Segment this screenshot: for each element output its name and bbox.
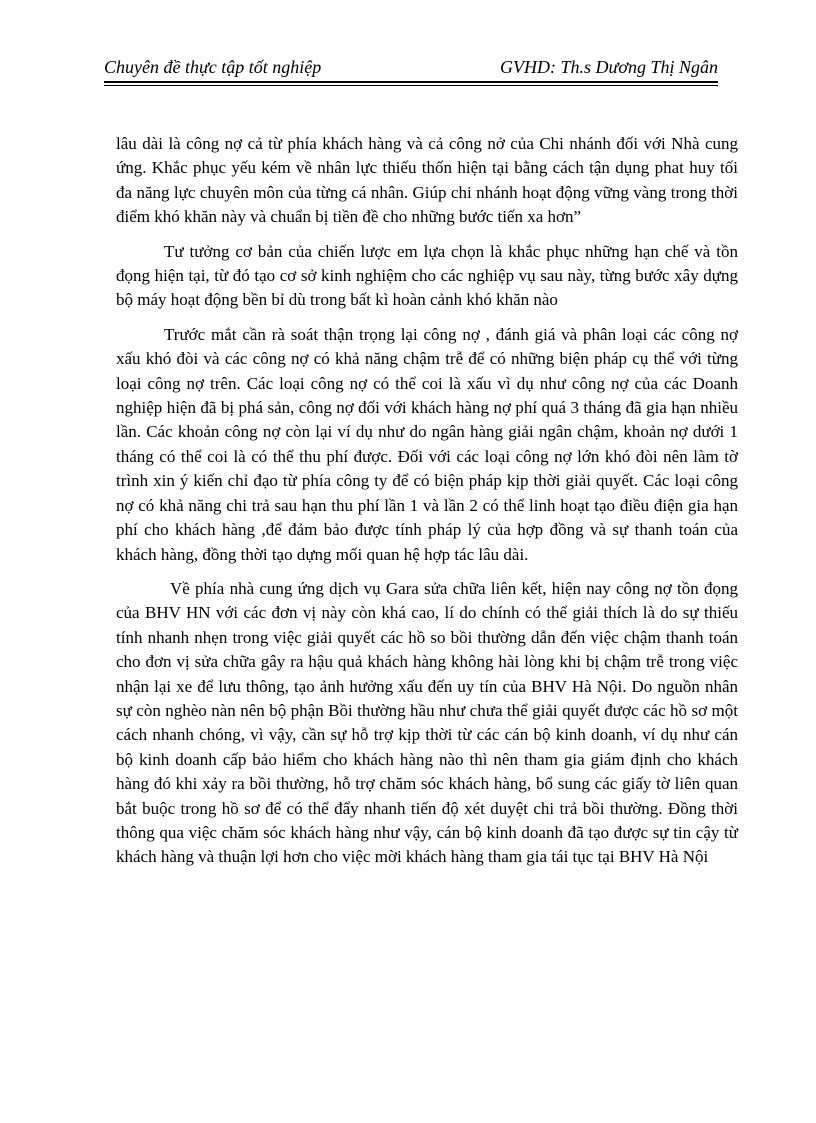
paragraph-debt-review: Trước mắt cần rà soát thận trọng lại công nợ , đánh giá và phân loại các công nợ xấu khó đòi và các công nợ có khả năng chậm trễ để có những biện pháp cụ thể với từng loại công nợ trên. Các loại công nợ có thể coi là xấu vì dụ như công nợ của các Doanh nghiệp hiện đã bị phá sản, công nợ đối với khách hàng nợ phí quá 3 tháng đã gia hạn nhiều lần. Các khoản công nợ còn lại ví dụ như do ngân hàng giải ngân chậm, khoản nợ dưới 1 tháng có thể coi là có thể thu phí được. Đối với các loại công nợ lớn khó đòi nên làm tờ trình xin ý kiến chỉ đạo từ phía công ty để có biện pháp kịp thời giải quyết. Các loại công nợ có khả năng chi trả sau hạn thu phí lần 1 và lần 2 có thể linh hoạt tạo điều điện gia hạn phí cho khách hàng ,để đảm bảo được tính pháp lý của hợp đồng và sự thanh toán của khách hàng, đồng thời tạo dựng mối quan hệ hợp tác lâu dài. — [116, 324, 738, 564]
paragraph-strategy: Tư tưởng cơ bản của chiến lược em lựa chọn là khắc phục những hạn chế và tồn đọng hiện tại, từ đó tạo cơ sở kinh nghiệm cho các nghiệp vụ sau này, từng bước xây dựng bộ máy hoạt động bền bỉ dù trong bất kì hoàn cảnh khó khăn nào — [116, 241, 738, 310]
header-document-title: Chuyên đề thực tập tốt nghiệp — [104, 57, 322, 77]
header-advisor: GVHD: Th.s Dương Thị Ngân — [500, 57, 718, 77]
page-header — [104, 50, 718, 78]
document-body — [116, 132, 738, 880]
header-rule-thick — [104, 81, 718, 83]
paragraph-continuation: lâu dài là công nợ cả từ phía khách hàng và cả công nở của Chi nhánh đối với Nhà cung ứng. Khắc phục yếu kém về nhân lực thiếu thốn hiện tại bằng cách tận dụng phat huy tối đa năng lực chuyên môn của từng cá nhân. Giúp chi nhánh hoạt động vững vàng trong thời điểm khó khăn này và chuẩn bị tiền đề cho những bước tiến xa hơn” — [116, 134, 738, 227]
header-rule-thin — [104, 85, 718, 86]
paragraph-garage-suppliers: Về phía nhà cung ứng dịch vụ Gara sửa chữa liên kết, hiện nay công nợ tồn đọng của BHV HN với các đơn vị này còn khá cao, lí do chính có thể giải thích là do sự thiếu tính nhanh nhẹn trong việc giải quyết các hồ so bồi thường dẫn đến việc chậm thanh toán cho đơn vị sửa chữa gây ra hậu quả khách hàng không hài lòng khi bị chậm trễ trong việc nhận lại xe để lưu thông, tạo ảnh hưởng xấu đến uy tín của BHV Hà Nội. Do nguồn nhân sự còn nghèo nàn nên bộ phận Bồi thường hầu như chưa thể giải quyết được các hồ sơ một cách nhanh chóng, vì vậy, cần sự hỗ trợ kịp thời từ các cán bộ kinh doanh, ví dụ như cán bộ kinh doanh cấp bảo hiểm cho khách hàng nào thì nên tham gia giám định cho khách hàng đó khi xảy ra bồi thường, hỗ trợ chăm sóc khách hàng, bổ sung các giấy tờ liên quan bắt buộc trong hồ sơ để có thể đẩy nhanh tiến độ xét duyệt chi trả bồi thường. Đồng thời thông qua việc chăm sóc khách hàng như vậy, cán bộ kinh doanh đã tạo được sự tin cậy từ khách hàng và thuận lợi hơn cho việc mời khách hàng tham gia tái tục tại BHV Hà Nội — [116, 578, 738, 867]
